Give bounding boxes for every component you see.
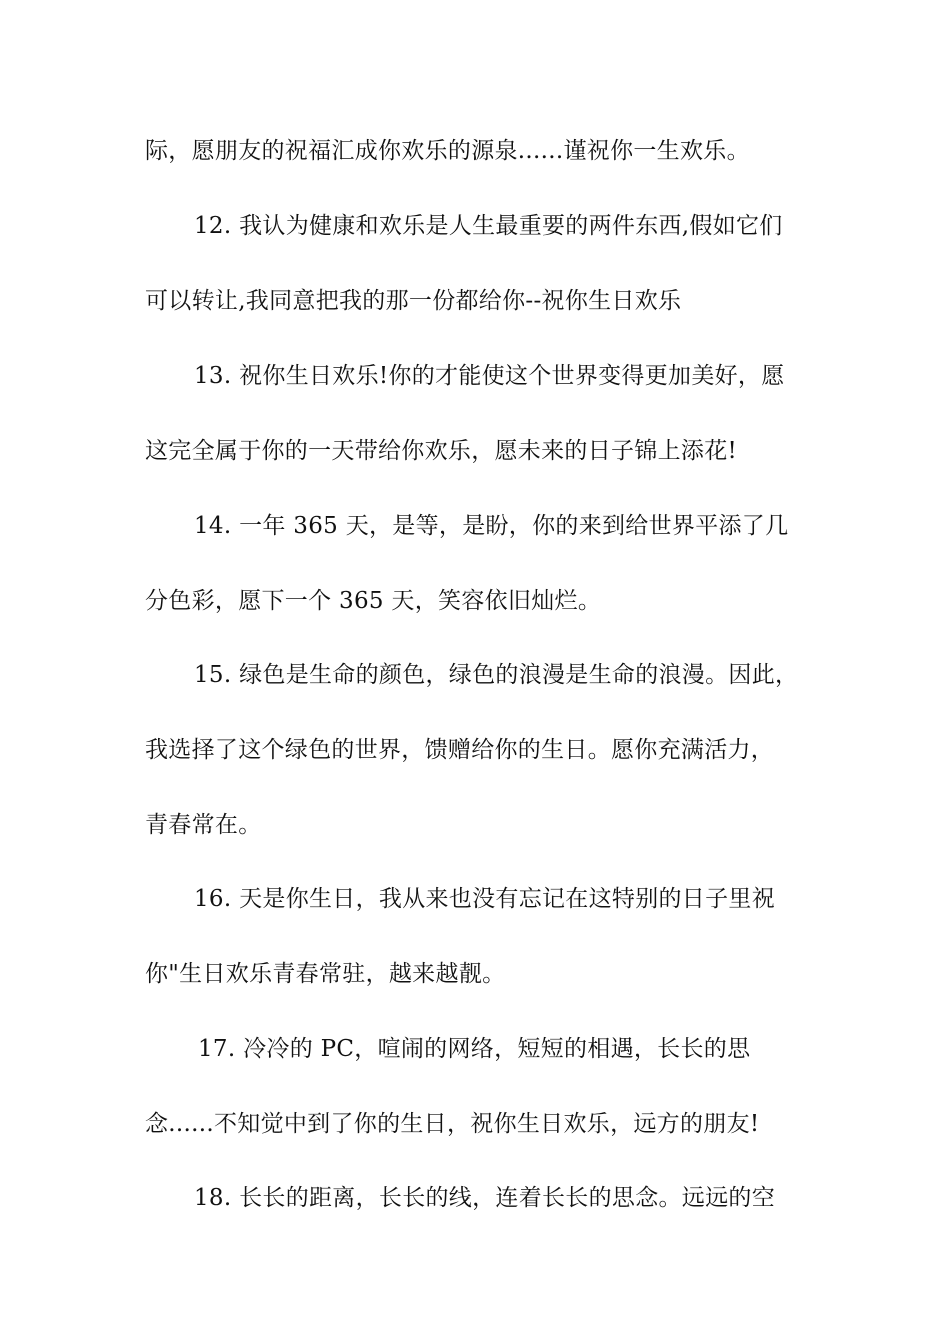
item-17-line-2: 念......不知觉中到了你的生日，祝你生日欢乐，远方的朋友!	[145, 1111, 760, 1137]
item-15-line-2: 我选择了这个绿色的世界，馈赠给你的生日。愿你充满活力，	[145, 737, 775, 763]
text-line-1: 际，愿朋友的祝福汇成你欢乐的源泉......谨祝你一生欢乐。	[145, 138, 750, 164]
item-13-line-2: 这完全属于你的一天带给你欢乐，愿未来的日子锦上添花!	[145, 438, 738, 464]
item-14-line-2: 分色彩，愿下一个 365 天，笑容依旧灿烂。	[145, 588, 602, 614]
item-16-line-2: 你"生日欢乐青春常驻，越来越靓。	[145, 961, 506, 987]
item-15-line-1: 15. 绿色是生命的颜色，绿色的浪漫是生命的浪漫。因此，	[194, 662, 799, 688]
item-12-line-1: 12. 我认为健康和欢乐是人生最重要的两件东西,假如它们	[194, 213, 783, 239]
item-18-line-1: 18. 长长的距离，长长的线，连着长长的思念。远远的空	[194, 1185, 775, 1211]
item-15-line-3: 青春常在。	[145, 812, 262, 838]
item-14-line-1: 14. 一年 365 天，是等，是盼，你的来到给世界平添了几	[194, 513, 789, 539]
item-17-line-1: 17. 冷冷的 PC，喧闹的网络，短短的相遇，长长的思	[198, 1036, 751, 1062]
item-16-line-1: 16. 天是你生日，我从来也没有忘记在这特别的日子里祝	[194, 886, 775, 912]
item-13-line-1: 13. 祝你生日欢乐!你的才能使这个世界变得更加美好，愿	[194, 363, 785, 389]
item-12-line-2: 可以转让,我同意把我的那一份都给你--祝你生日欢乐	[145, 288, 682, 314]
